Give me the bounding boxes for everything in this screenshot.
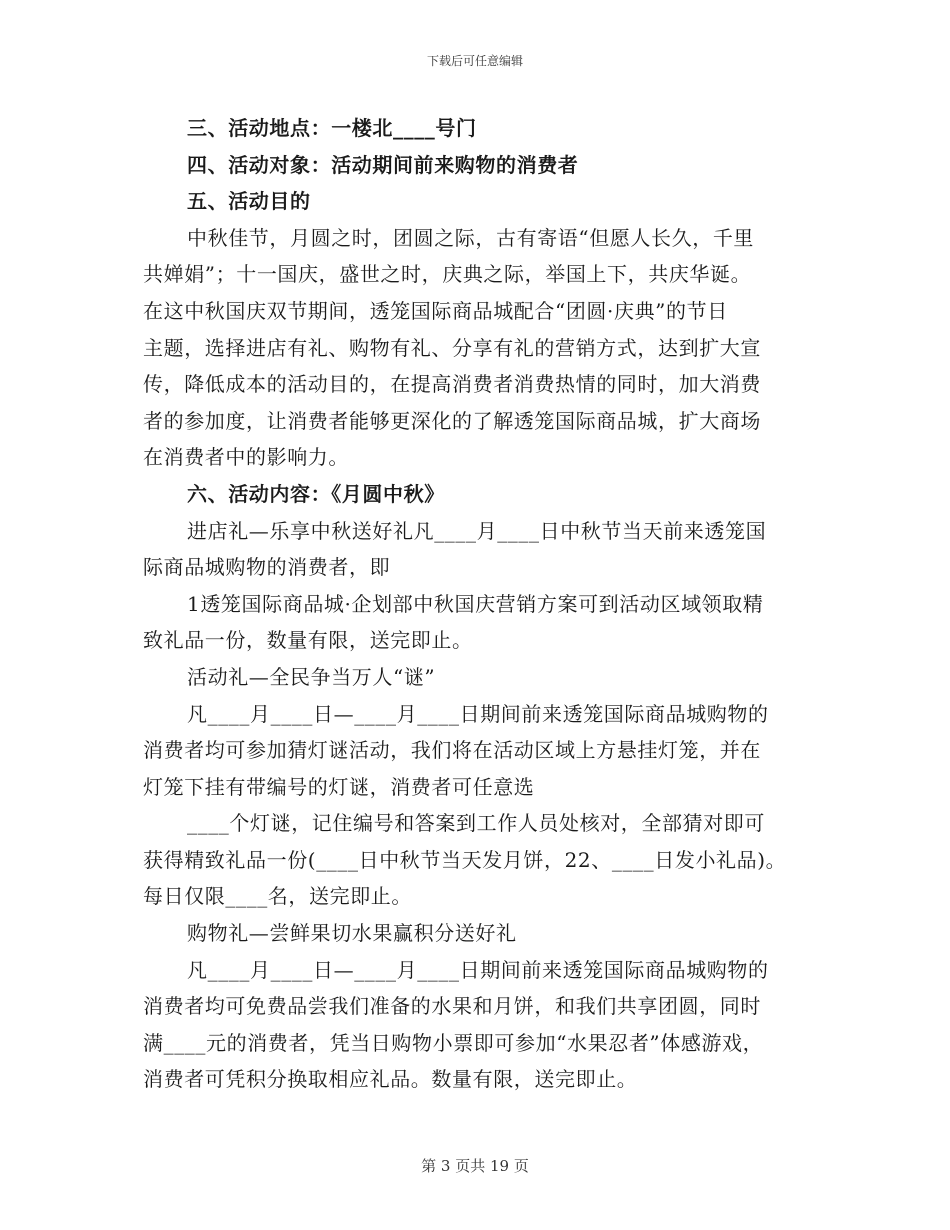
paragraph-line: 传，降低成本的活动目的，在提高消费者消费热情的同时，加大消费 (143, 372, 761, 397)
paragraph-line: 在消费者中的影响力。 (143, 445, 349, 470)
document-body (143, 110, 808, 1098)
paragraph-line: 主题，选择进店有礼、购物有礼、分享有礼的营销方式，达到扩大宣 (143, 335, 761, 360)
gift3-title: 购物礼—尝鲜果切水果赢积分送好礼 (187, 921, 517, 946)
paragraph-line: 在这中秋国庆双节期间，透笼国际商品城配合“团圆·庆典”的节日 (143, 298, 728, 323)
section-location: 三、活动地点：一楼北____号门 (187, 116, 477, 140)
gift2-title: 活动礼—全民争当万人“谜” (187, 664, 436, 689)
paragraph-line: ____个灯谜，记住编号和答案到工作人员处核对，全部猜对即可 (187, 811, 765, 836)
section-target: 四、活动对象：活动期间前来购物的消费者 (187, 152, 579, 177)
section-content-heading: 六、活动内容：《月圆中秋》 (187, 481, 445, 506)
page-header: 下载后可任意编辑 (426, 54, 523, 68)
paragraph-line: 共婵娟”；十一国庆，盛世之时，庆典之际，举国上下，共庆华诞。 (143, 262, 752, 287)
section-purpose-heading: 五、活动目的 (187, 189, 311, 214)
paragraph-line: 致礼品一份，数量有限，送完即止。 (143, 628, 473, 653)
paragraph-line: 获得精致礼品一份(____日中秋节当天发月饼，22、____日发小礼品)。 (143, 847, 787, 872)
paragraph-line: 进店礼—乐享中秋送好礼凡____月____日中秋节当天前来透笼国 (187, 518, 767, 543)
paragraph-line: 中秋佳节，月圆之时，团圆之际，古有寄语“但愿人长久，千里 (187, 225, 755, 250)
paragraph-line: 者的参加度，让消费者能够更深化的了解透笼国际商品城，扩大商场 (143, 408, 761, 433)
paragraph-line: 凡____月____日—____月____日期间前来透笼国际商品城购物的 (187, 957, 769, 982)
paragraph-line: 消费者可凭积分换取相应礼品。数量有限，送完即止。 (143, 1067, 638, 1092)
paragraph-line: 灯笼下挂有带编号的灯谜，消费者可任意选 (143, 774, 535, 799)
paragraph-line: 消费者均可参加猜灯谜活动，我们将在活动区域上方悬挂灯笼，并在 (143, 738, 761, 763)
paragraph-line: 际商品城购物的消费者，即 (143, 555, 391, 580)
paragraph-line: 满____元的消费者，凭当日购物小票即可参加“水果忍者”体感游戏， (143, 1030, 764, 1055)
paragraph-line: 凡____月____日—____月____日期间前来透笼国际商品城购物的 (187, 701, 769, 726)
paragraph-line: 消费者均可免费品尝我们准备的水果和月饼，和我们共享团圆，同时 (143, 994, 761, 1019)
paragraph-line: 1透笼国际商品城·企划部中秋国庆营销方案可到活动区域领取精 (187, 591, 764, 616)
page-footer: 第 3 页共 19 页 (421, 1157, 529, 1175)
paragraph-line: 每日仅限____名，送完即止。 (143, 884, 412, 909)
